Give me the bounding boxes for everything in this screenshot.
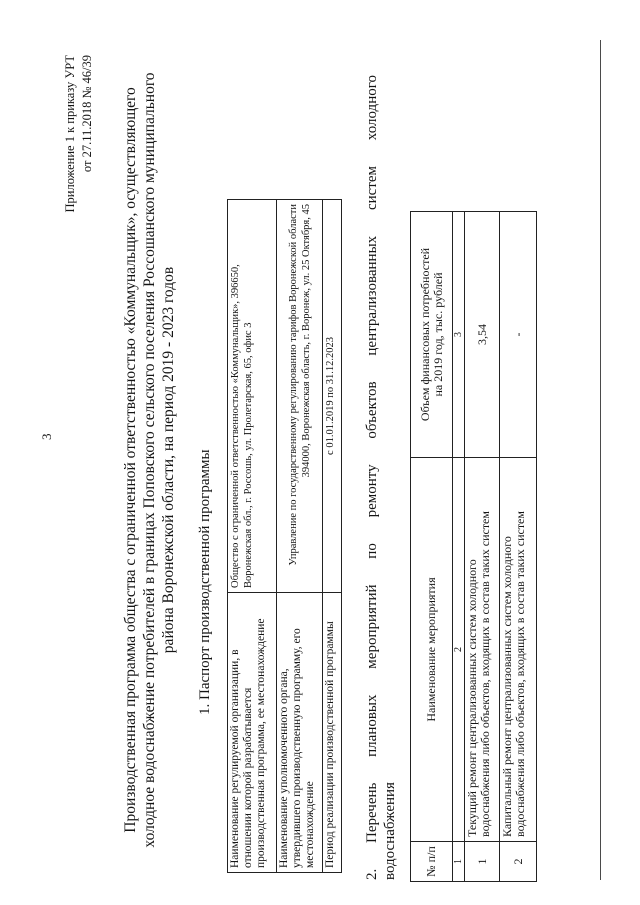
column-number: 3	[453, 212, 465, 458]
page-number: 3	[39, 433, 54, 440]
cell-text: Наименование регулируемой организации, в	[229, 649, 241, 868]
row-number-cell: 1	[465, 842, 500, 882]
column-number: 1	[453, 842, 465, 882]
measure-amount-cell: -	[500, 212, 537, 458]
cell-text: Управление по государственному регулированию тарифов Воронежской области	[287, 204, 299, 566]
table-row	[277, 200, 323, 873]
cell-text: местонахождение	[304, 781, 316, 868]
cell-text: Объем финансовых потребностей	[417, 247, 432, 422]
cell-text: Воронежская обл., г. Россошь, ул. Пролетарская, 65, офис 3	[243, 322, 254, 588]
cell-text: Период реализации производственной программы	[324, 621, 336, 868]
column-header-name: Наименование мероприятия	[411, 458, 453, 842]
appendix-line: Приложение 1 к приказу УРТ	[63, 55, 77, 213]
cell-text: на 2019 год, тыс. рублей	[430, 272, 445, 397]
column-header-amount	[411, 212, 453, 458]
measures-table	[410, 211, 537, 882]
table-row	[500, 212, 537, 882]
measure-amount-cell: 3,54	[465, 212, 500, 458]
heading-line: 2. Перечень плановых мероприятий по ремонту объектов централизованных систем холодного	[364, 75, 380, 880]
column-number-row	[453, 212, 465, 882]
passport-table	[227, 199, 342, 873]
order-date-line: от 27.11.2018 № 46/39	[80, 55, 94, 173]
cell-text: утвердившего производственную программу, его	[291, 628, 303, 868]
title-line: района Воронежской области, на период 2019 - 2023 годов	[160, 266, 177, 654]
column-number: 2	[453, 458, 465, 842]
cell-text: Капитальный ремонт централизованных систем холодного	[500, 536, 514, 837]
page-edge-line	[600, 40, 601, 880]
measures-heading	[363, 75, 399, 880]
passport-value-cell	[323, 200, 342, 593]
row-number-cell: 2	[500, 842, 537, 882]
measure-name-cell	[465, 458, 500, 842]
cell-text: Наименование уполномоченного органа,	[278, 668, 290, 868]
title-line: холодное водоснабжение потребителей в границах Поповского сельского поселения Россошанского муниципального	[141, 72, 158, 848]
title-line: Производственная программа общества с ограниченной ответственностью «Коммунальщик», осуществляющего	[122, 87, 139, 833]
passport-heading: 1. Паспорт производственной программы	[197, 449, 213, 715]
cell-text: Текущий ремонт централизованных систем холодного	[465, 559, 479, 837]
cell-text: водоснабжения либо объектов, входящих в состав таких систем	[513, 511, 527, 837]
heading-line: водоснабжения	[382, 782, 398, 880]
passport-label-cell	[228, 593, 277, 873]
passport-label-cell	[277, 593, 323, 873]
table-row	[465, 212, 500, 882]
table-row	[323, 200, 342, 873]
cell-text: водоснабжения либо объектов, входящих в состав таких систем	[478, 511, 492, 837]
cell-text: с 01.01.2019 по 31.12.2023	[325, 337, 336, 455]
table-header-row	[411, 212, 453, 882]
cell-text: производственная программа, ее местонахождение	[255, 618, 267, 868]
cell-text: отношении которой разрабатывается	[242, 687, 254, 868]
document-title	[121, 45, 178, 875]
measure-name-cell	[500, 458, 537, 842]
passport-value-cell	[277, 200, 323, 593]
passport-label-cell	[323, 593, 342, 873]
table-row	[228, 200, 277, 873]
cell-text: Общество с ограниченной ответственностью «Коммунальщик», 396650,	[230, 264, 241, 588]
passport-value-cell	[228, 200, 277, 593]
appendix-header	[62, 55, 96, 213]
cell-text: 394000, Воронежская область, г. Воронеж, ул. 25 Октября, 45	[300, 204, 312, 478]
column-header-number: № п/п	[411, 842, 453, 882]
